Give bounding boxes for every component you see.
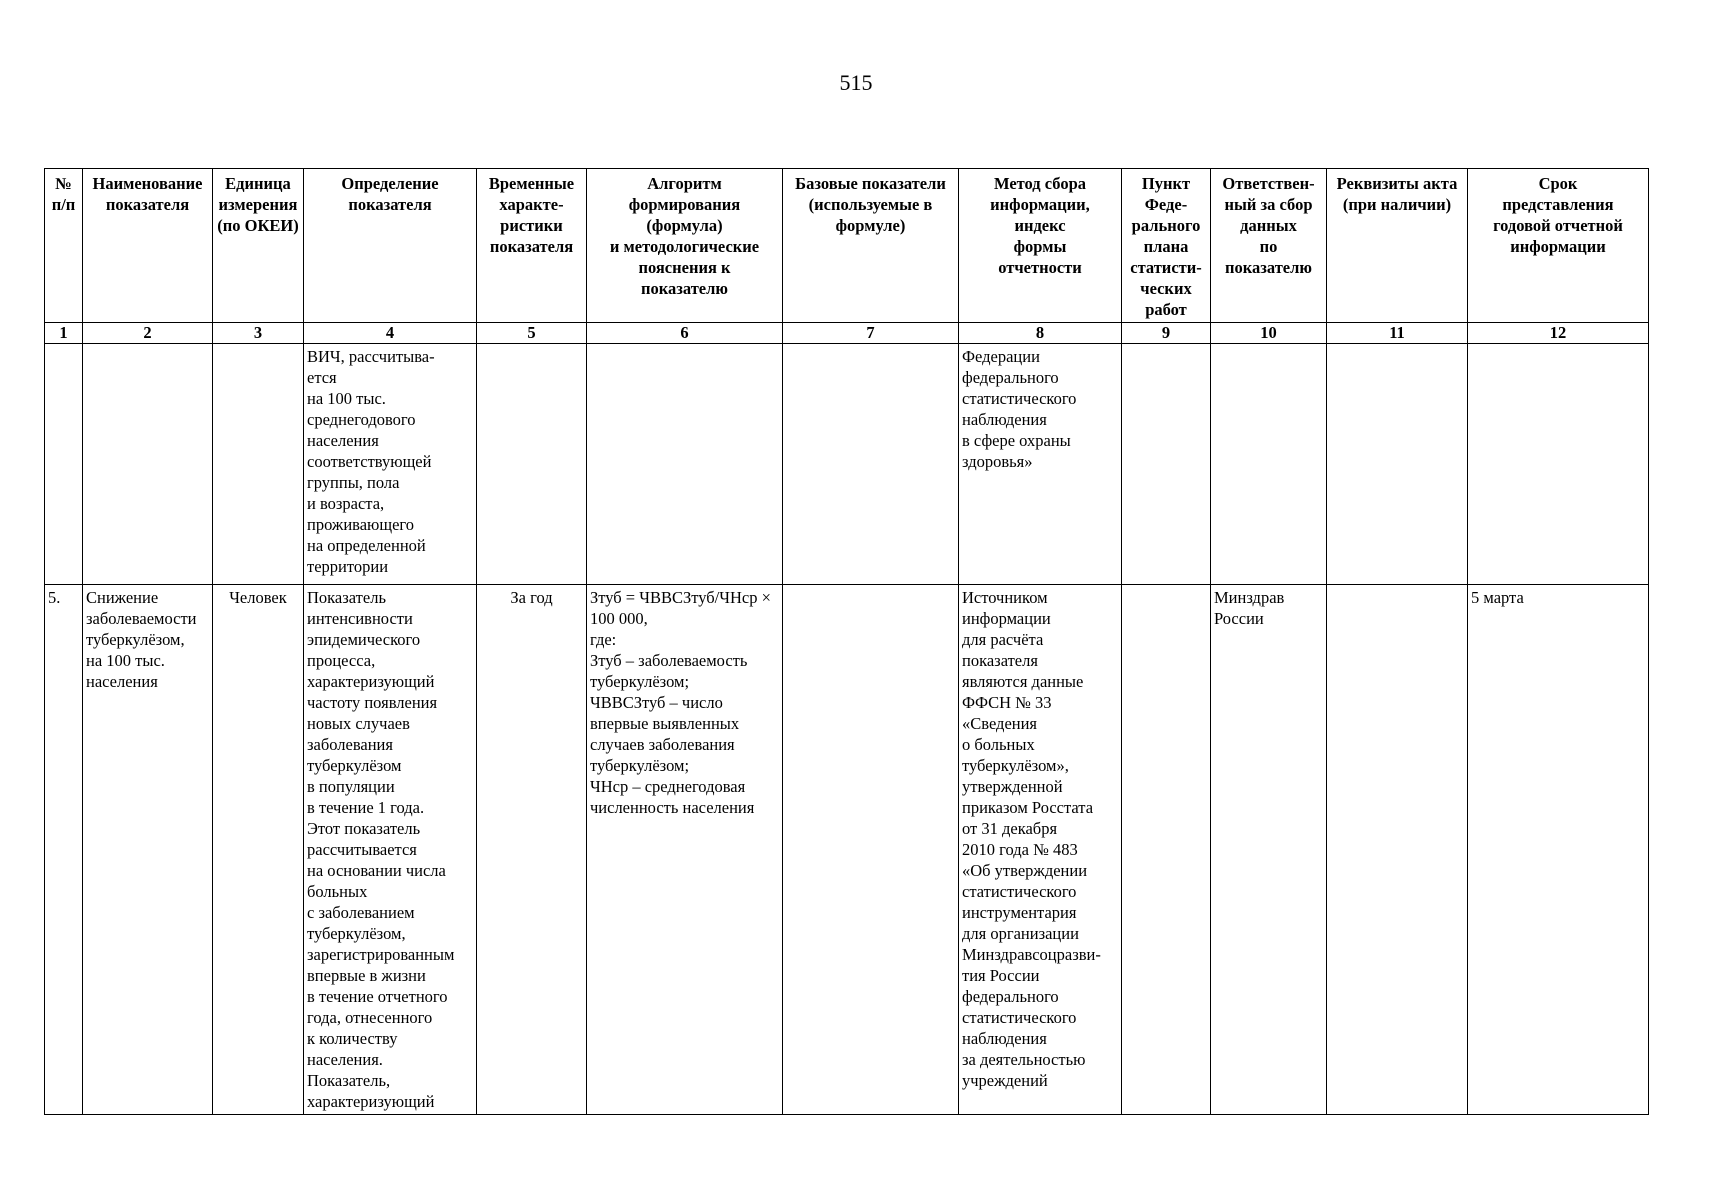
column-number: 4 — [304, 323, 477, 344]
column-number: 2 — [83, 323, 213, 344]
empty-cell — [45, 344, 83, 585]
column-number: 8 — [959, 323, 1122, 344]
base-indicators-cell — [783, 585, 959, 1115]
header-responsible: Ответствен- ный за сбор данных по показателю — [1211, 169, 1327, 323]
header-algorithm: Алгоритм формирования (формула) и методологические пояснения к показателю — [587, 169, 783, 323]
empty-cell — [1468, 344, 1649, 585]
table-row — [45, 585, 1649, 1115]
algorithm-cell: Зтуб = ЧВВСЗтуб/ЧНср × 100 000, где: Зтуб – заболеваемость туберкулёзом; ЧВВСЗтуб – число впервые выявленных случаев заболевания туберкулёзом; ЧНср – среднегодовая численность населения — [587, 585, 783, 1115]
indicator-name-cell: Снижение заболеваемости туберкулёзом, на 100 тыс. населения — [83, 585, 213, 1115]
empty-cell — [1327, 344, 1468, 585]
empty-cell — [213, 344, 304, 585]
indicator-table — [44, 168, 1649, 1115]
deadline-cell: 5 марта — [1468, 585, 1649, 1115]
unit-cell: Человек — [213, 585, 304, 1115]
empty-cell — [587, 344, 783, 585]
plan-item-cell — [1122, 585, 1211, 1115]
column-number: 11 — [1327, 323, 1468, 344]
column-number-row — [45, 323, 1649, 344]
row-number-cell: 5. — [45, 585, 83, 1115]
header-row — [45, 169, 1649, 323]
header-method: Метод сбора информации, индекс формы отчетности — [959, 169, 1122, 323]
continuation-row — [45, 344, 1649, 585]
column-number: 9 — [1122, 323, 1211, 344]
header-plan-item: Пункт Феде- рального плана статисти- ческих работ — [1122, 169, 1211, 323]
header-base: Базовые показатели (используемые в формуле) — [783, 169, 959, 323]
definition-cell: ВИЧ, рассчитыва- ется на 100 тыс. среднегодового населения соответствующей группы, пола и возраста, проживающего на определенной территории — [304, 344, 477, 585]
empty-cell — [783, 344, 959, 585]
definition-cell: Показатель интенсивности эпидемического процесса, характеризующий частоту появления новых случаев заболевания туберкулёзом в популяции в течение 1 года. Этот показатель рассчитывается на основании числа больных с заболеванием туберкулёзом, зарегистрированным впервые в жизни в течение отчетного года, отнесенного к количеству населения. Показатель, характеризующий — [304, 585, 477, 1115]
column-number: 10 — [1211, 323, 1327, 344]
header-act: Реквизиты акта (при наличии) — [1327, 169, 1468, 323]
act-cell — [1327, 585, 1468, 1115]
method-cell: Источником информации для расчёта показателя являются данные ФФСН № 33 «Сведения о больных туберкулёзом», утвержденной приказом Росстата от 31 декабря 2010 года № 483 «Об утверждении статистического инструментария для организации Минздравсоцразви- тия России федерального статистического наблюдения за деятельностью учреждений — [959, 585, 1122, 1115]
header-deadline: Срок представления годовой отчетной информации — [1468, 169, 1649, 323]
page-number: 515 — [839, 70, 873, 95]
header-period: Временные характе- ристики показателя — [477, 169, 587, 323]
empty-cell — [83, 344, 213, 585]
column-number: 3 — [213, 323, 304, 344]
responsible-cell: Минздрав России — [1211, 585, 1327, 1115]
column-number: 1 — [45, 323, 83, 344]
column-number: 6 — [587, 323, 783, 344]
column-number: 12 — [1468, 323, 1649, 344]
method-cell: Федерации федерального статистического наблюдения в сфере охраны здоровья» — [959, 344, 1122, 585]
column-number: 7 — [783, 323, 959, 344]
header-definition: Определение показателя — [304, 169, 477, 323]
empty-cell — [477, 344, 587, 585]
empty-cell — [1122, 344, 1211, 585]
column-number: 5 — [477, 323, 587, 344]
header-number: № п/п — [45, 169, 83, 323]
period-cell: За год — [477, 585, 587, 1115]
header-name: Наименование показателя — [83, 169, 213, 323]
empty-cell — [1211, 344, 1327, 585]
header-unit: Единица измерения (по ОКЕИ) — [213, 169, 304, 323]
